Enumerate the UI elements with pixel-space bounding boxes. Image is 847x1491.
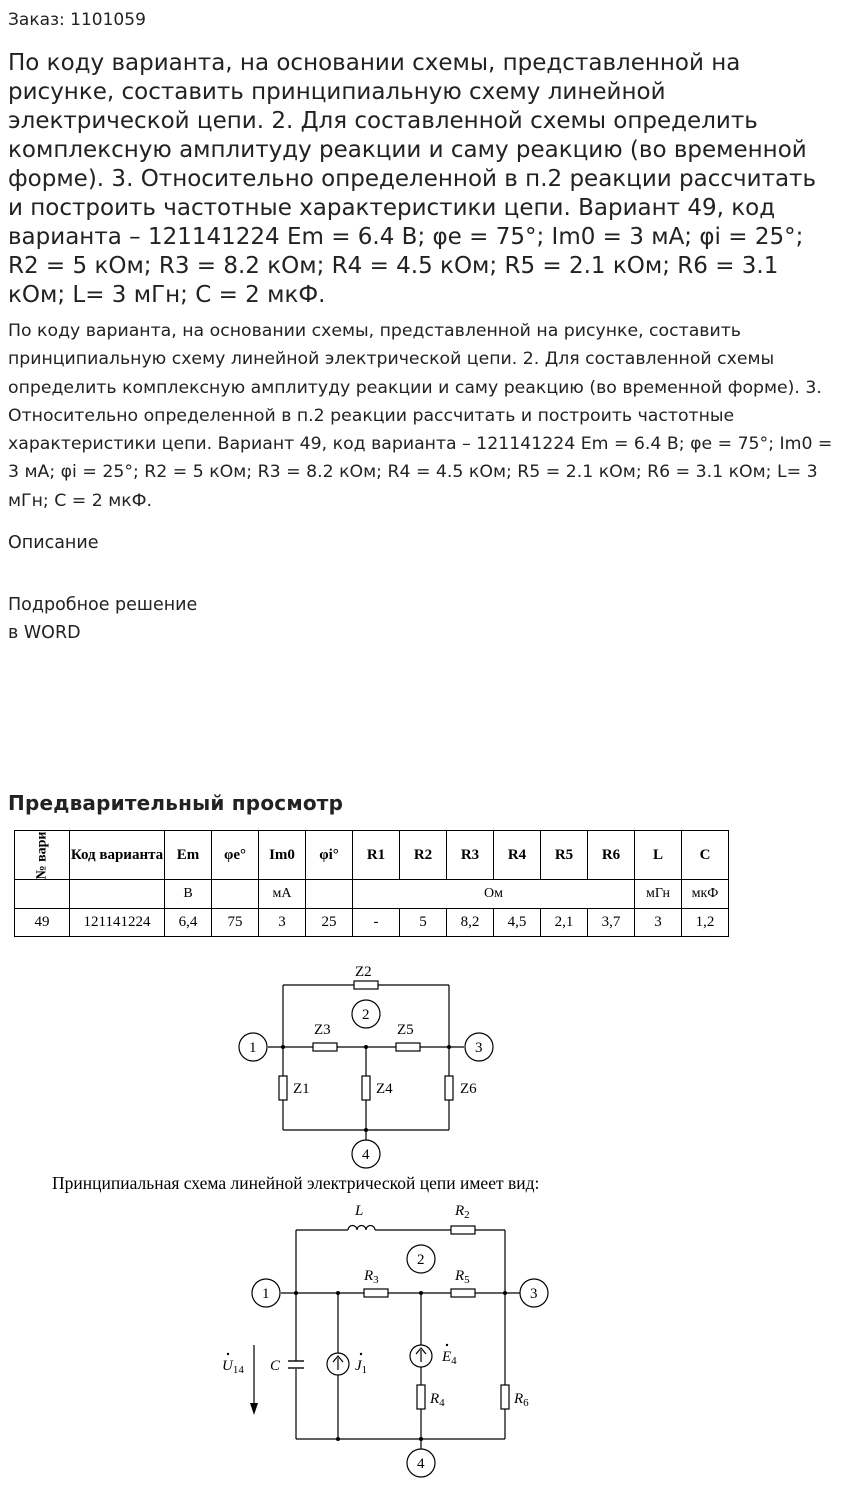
node-3-label: 3 [475, 1040, 483, 1056]
z1-label: Z1 [293, 1081, 310, 1097]
header-r4: R4 [494, 831, 541, 880]
r6-label: $R_6$ [514, 1391, 529, 1409]
r4-resistor [417, 1385, 425, 1409]
header-phii: φi° [306, 831, 353, 880]
r2-label: $R_2$ [455, 1203, 470, 1221]
header-im0: Im0 [259, 831, 306, 880]
z3-label: Z3 [314, 1022, 331, 1038]
value-l: 3 [635, 909, 682, 937]
r4-label: $R_4$ [430, 1391, 445, 1409]
header-l: L [635, 831, 682, 880]
junction-dot [419, 1291, 423, 1295]
voltage-arrow-head [250, 1403, 258, 1415]
header-em: Em [165, 831, 212, 880]
c-label: C [270, 1358, 281, 1374]
value-num: 49 [15, 909, 70, 937]
unit-em: В [165, 880, 212, 909]
node-2-label: 2 [362, 1007, 370, 1023]
preview-heading: Предварительный просмотр [8, 791, 344, 815]
inductor-coil [348, 1226, 375, 1231]
value-r1: - [353, 909, 400, 937]
node-1-label: 1 [249, 1040, 257, 1056]
value-code: 121141224 [70, 909, 165, 937]
order-number: Заказ: 1101059 [8, 10, 146, 30]
unit-ohm: Ом [353, 880, 635, 909]
z5-label: Z5 [397, 1022, 414, 1038]
junction-dot [336, 1437, 340, 1441]
unit-l: мГн [635, 880, 682, 909]
header-r1: R1 [353, 831, 400, 880]
header-r3: R3 [447, 831, 494, 880]
node-4-label: 4 [362, 1147, 370, 1163]
u14-label: $U_{14}$ [222, 1358, 244, 1376]
e4-label: $E_4$ [442, 1349, 457, 1367]
r6-resistor [501, 1385, 509, 1409]
page-title: По коду варианта, на основании схемы, представленной на рисунке, составить принципиальную схему линейной электрической цепи. 2. Для составленной схемы определить комплексную амплитуду реакции и саму реакцию (во временной форме). 3. Относительно определенной в п.2 реакции рассчитать и построить частотные характеристики цепи. Вариант 49, код варианта – 121141224 Em = 6.4 В; φe = 75°; Im0 = 3 мА; φi = 25°; R2 = 5 кОм; R3 = 8.2 кОм; R4 = 4.5 кОм; R5 = 2.1 кОм; R6 = 3.1 кОм; L= 3 мГн; С = 2 мкФ. [8, 50, 817, 308]
value-em: 6,4 [165, 909, 212, 937]
solution-line-2: в WORD [8, 623, 81, 643]
node-3-label: 3 [530, 1286, 538, 1302]
schematic-caption: Принципиальная схема линейной электрической цепи имеет вид: [52, 1173, 540, 1193]
junction-dot [419, 1437, 423, 1441]
r3-label: $R_3$ [364, 1268, 379, 1286]
node-1-label: 1 [262, 1286, 270, 1302]
r2-resistor [451, 1226, 475, 1234]
value-r6: 3,7 [588, 909, 635, 937]
unit-c: мкФ [682, 880, 729, 909]
junction-dot [294, 1291, 298, 1295]
header-r2: R2 [400, 831, 447, 880]
node-2-label: 2 [417, 1252, 425, 1268]
header-num: № вари [15, 831, 70, 880]
value-phie: 75 [212, 909, 259, 937]
j1-label: $J_1$ [355, 1358, 368, 1376]
description-label: Описание [8, 533, 99, 553]
header-code: Код варианта [70, 831, 165, 880]
value-im0: 3 [259, 909, 306, 937]
l-label: L [355, 1203, 364, 1219]
junction-dot [336, 1291, 340, 1295]
value-c: 1,2 [682, 909, 729, 937]
value-r4: 4,5 [494, 909, 541, 937]
z2-label: Z2 [355, 964, 372, 980]
header-r6: R6 [588, 831, 635, 880]
solution-line-1: Подробное решение [8, 595, 198, 615]
z4-label: Z4 [376, 1081, 393, 1097]
value-phii: 25 [306, 909, 353, 937]
node-4-label: 4 [417, 1456, 425, 1472]
description-text: По коду варианта, на основании схемы, представленной на рисунке, составить принципиальную схему линейной электрической цепи. 2. Для составленной схемы определить комплексную амплитуду реакции и саму реакцию (во временной форме). 3. Относительно определенной в п.2 реакции рассчитать и построить частотные характеристики цепи. Вариант 49, код варианта – 121141224 Em = 6.4 В; φe = 75°; Im0 = 3 мА; φi = 25°; R2 = 5 кОм; R3 = 8.2 кОм; R4 = 4.5 кОм; R5 = 2.1 кОм; R6 = 3.1 кОм; L= 3 мГн; С = 2 мкФ. [8, 321, 833, 511]
r3-resistor [364, 1289, 388, 1297]
value-r5: 2,1 [541, 909, 588, 937]
value-r3: 8,2 [447, 909, 494, 937]
unit-im0: мА [259, 880, 306, 909]
header-phie: φe° [212, 831, 259, 880]
junction-dot [503, 1291, 507, 1295]
header-r5: R5 [541, 831, 588, 880]
r5-resistor [451, 1289, 475, 1297]
header-c: C [682, 831, 729, 880]
z6-label: Z6 [460, 1081, 477, 1097]
r5-label: $R_5$ [455, 1268, 470, 1286]
value-r2: 5 [400, 909, 447, 937]
